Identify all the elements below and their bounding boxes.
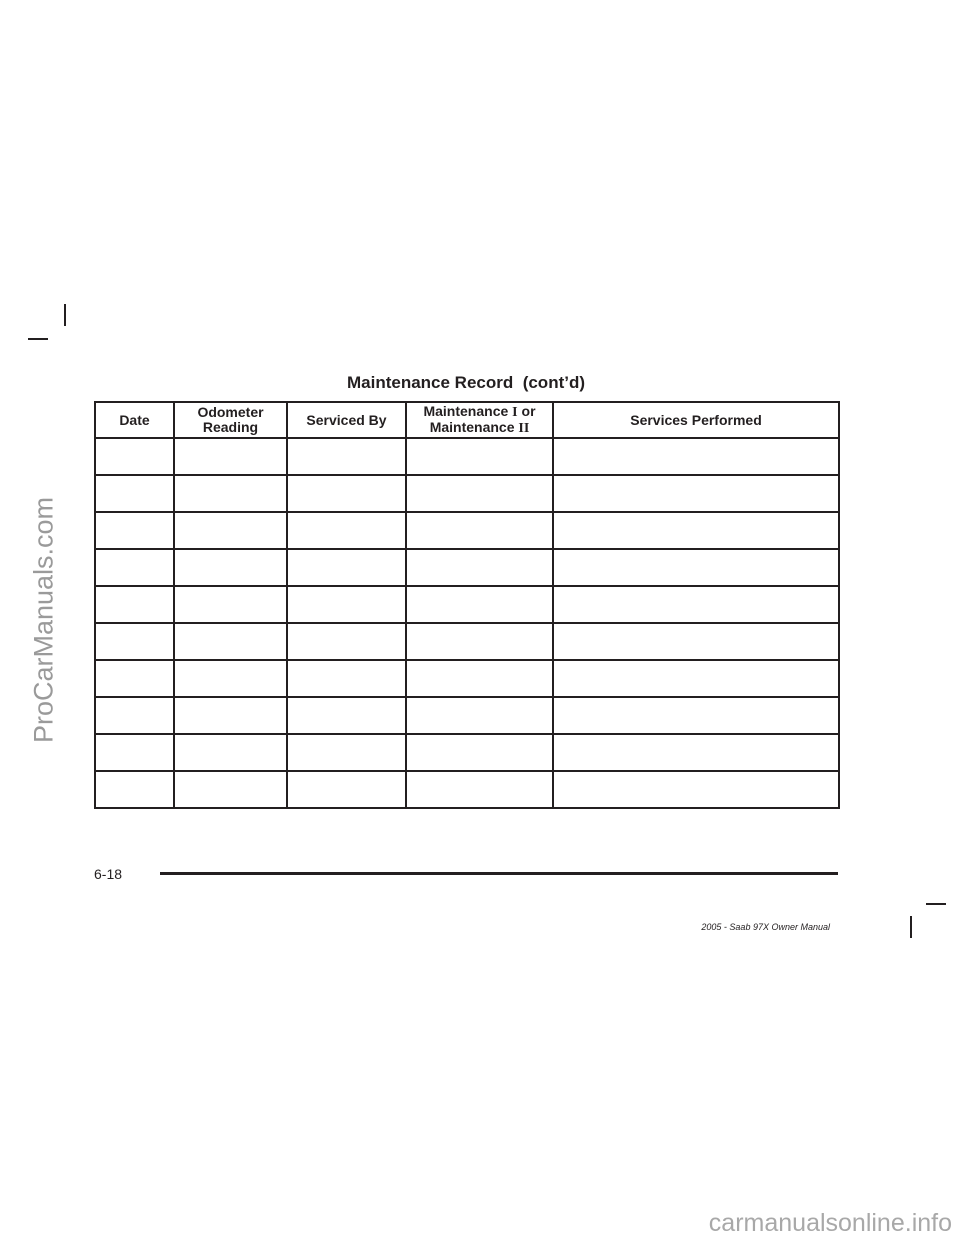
- cell-maintenance: [406, 586, 553, 623]
- table-row: [95, 549, 839, 586]
- cell-maintenance: [406, 771, 553, 808]
- crop-mark-bottom-right-horizontal: [926, 903, 946, 905]
- cell-date: [95, 734, 174, 771]
- maint-line1-prefix: Maintenance: [423, 403, 513, 419]
- header-serviced-by: Serviced By: [287, 402, 406, 438]
- maint-line2-roman: II: [518, 421, 530, 436]
- site-watermark-footer: carmanualsonline.info: [708, 1209, 952, 1237]
- cell-serviced-by: [287, 623, 406, 660]
- header-maintenance-line2: [407, 420, 552, 436]
- cell-services: [553, 771, 839, 808]
- table-row: [95, 586, 839, 623]
- cell-services: [553, 697, 839, 734]
- footer-rule: [160, 872, 838, 875]
- header-date: Date: [95, 402, 174, 438]
- cell-date: [95, 512, 174, 549]
- cell-odometer: [174, 623, 287, 660]
- cell-serviced-by: [287, 771, 406, 808]
- table-row: [95, 697, 839, 734]
- cell-services: [553, 586, 839, 623]
- crop-mark-top-left-vertical: [64, 304, 66, 326]
- cell-date: [95, 475, 174, 512]
- cell-odometer: [174, 512, 287, 549]
- cell-date: [95, 697, 174, 734]
- cell-odometer: [174, 438, 287, 475]
- cell-odometer: [174, 549, 287, 586]
- page-number: 6-18: [94, 866, 123, 882]
- cell-maintenance: [406, 660, 553, 697]
- header-odometer-reading: [174, 402, 287, 438]
- cell-date: [95, 623, 174, 660]
- table-row: [95, 623, 839, 660]
- table-row: [95, 512, 839, 549]
- table-row: [95, 734, 839, 771]
- header-maintenance-type: [406, 402, 553, 438]
- cell-maintenance: [406, 549, 553, 586]
- cell-serviced-by: [287, 475, 406, 512]
- table-row: [95, 660, 839, 697]
- cell-services: [553, 734, 839, 771]
- crop-mark-bottom-right-vertical: [910, 916, 912, 938]
- cell-date: [95, 660, 174, 697]
- maint-line2-prefix: Maintenance: [429, 419, 519, 435]
- cell-date: [95, 771, 174, 808]
- cell-maintenance: [406, 623, 553, 660]
- cell-services: [553, 549, 839, 586]
- cell-maintenance: [406, 734, 553, 771]
- cell-maintenance: [406, 475, 553, 512]
- cell-odometer: [174, 586, 287, 623]
- table-body: [95, 438, 839, 808]
- footer-manual-title: 2005 - Saab 97X Owner Manual: [701, 922, 830, 932]
- cell-services: [553, 475, 839, 512]
- cell-serviced-by: [287, 512, 406, 549]
- cell-serviced-by: [287, 734, 406, 771]
- cell-date: [95, 586, 174, 623]
- cell-odometer: [174, 734, 287, 771]
- page-title: Maintenance Record (cont’d): [346, 373, 586, 392]
- table-row: [95, 771, 839, 808]
- header-odometer-line1: Odometer: [197, 404, 264, 420]
- side-watermark: ProCarManuals.com: [28, 496, 59, 744]
- header-maintenance-line1: [407, 404, 552, 420]
- cell-odometer: [174, 771, 287, 808]
- cell-odometer: [174, 475, 287, 512]
- cell-services: [553, 660, 839, 697]
- crop-mark-top-left-horizontal: [28, 338, 48, 340]
- cell-maintenance: [406, 438, 553, 475]
- header-odometer-line2: Reading: [202, 419, 259, 435]
- cell-maintenance: [406, 697, 553, 734]
- cell-services: [553, 623, 839, 660]
- cell-date: [95, 549, 174, 586]
- cell-odometer: [174, 660, 287, 697]
- cell-date: [95, 438, 174, 475]
- maint-line1-roman: I: [512, 405, 518, 420]
- cell-maintenance: [406, 512, 553, 549]
- cell-serviced-by: [287, 697, 406, 734]
- table-row: [95, 438, 839, 475]
- cell-services: [553, 438, 839, 475]
- cell-serviced-by: [287, 438, 406, 475]
- cell-serviced-by: [287, 586, 406, 623]
- cell-serviced-by: [287, 549, 406, 586]
- header-services-performed: Services Performed: [553, 402, 839, 438]
- cell-services: [553, 512, 839, 549]
- table-row: [95, 475, 839, 512]
- table-header-row: [95, 402, 839, 438]
- maintenance-record-table: [94, 401, 840, 809]
- maint-line1-suffix: or: [517, 403, 536, 419]
- cell-odometer: [174, 697, 287, 734]
- cell-serviced-by: [287, 660, 406, 697]
